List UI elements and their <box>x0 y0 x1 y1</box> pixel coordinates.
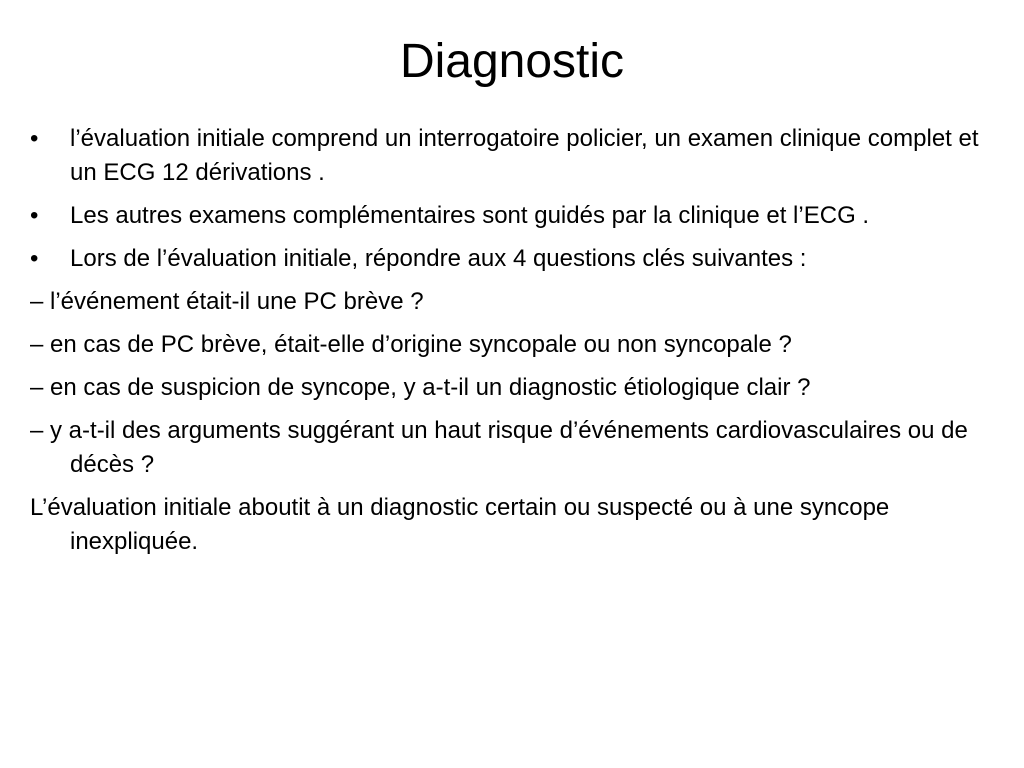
bullet-item <box>30 122 1000 190</box>
bullet-text: Lors de l’évaluation initiale, répondre aux 4 questions clés suivantes : <box>70 245 807 272</box>
slide-content-list <box>30 122 1000 568</box>
bullet-text: l’évaluation initiale comprend un interrogatoire policier, un examen clinique complet et un ECG 12 dérivations . <box>70 125 979 186</box>
bullet-marker: • <box>30 202 39 229</box>
question-item: – en cas de suspicion de syncope, y a-t-il un diagnostic étiologique clair ? <box>30 374 811 401</box>
bullet-marker: • <box>30 125 39 152</box>
bullet-item <box>30 242 1000 276</box>
bullet-text: Les autres examens complémentaires sont guidés par la clinique et l’ECG . <box>70 202 870 229</box>
slide-title: Diagnostic <box>399 35 625 88</box>
bullet-marker: • <box>30 245 39 272</box>
conclusion-text: L’évaluation initiale aboutit à un diagnostic certain ou suspecté ou à une syncope inexpliquée. <box>30 494 890 555</box>
question-item: – y a-t-il des arguments suggérant un haut risque d’événements cardiovasculaires ou de décès ? <box>30 417 968 478</box>
question-item: – en cas de PC brève, était-elle d’origine syncopale ou non syncopale ? <box>30 331 792 358</box>
question-item: – l’événement était-il une PC brève ? <box>30 288 424 315</box>
bullet-item <box>30 199 1000 233</box>
